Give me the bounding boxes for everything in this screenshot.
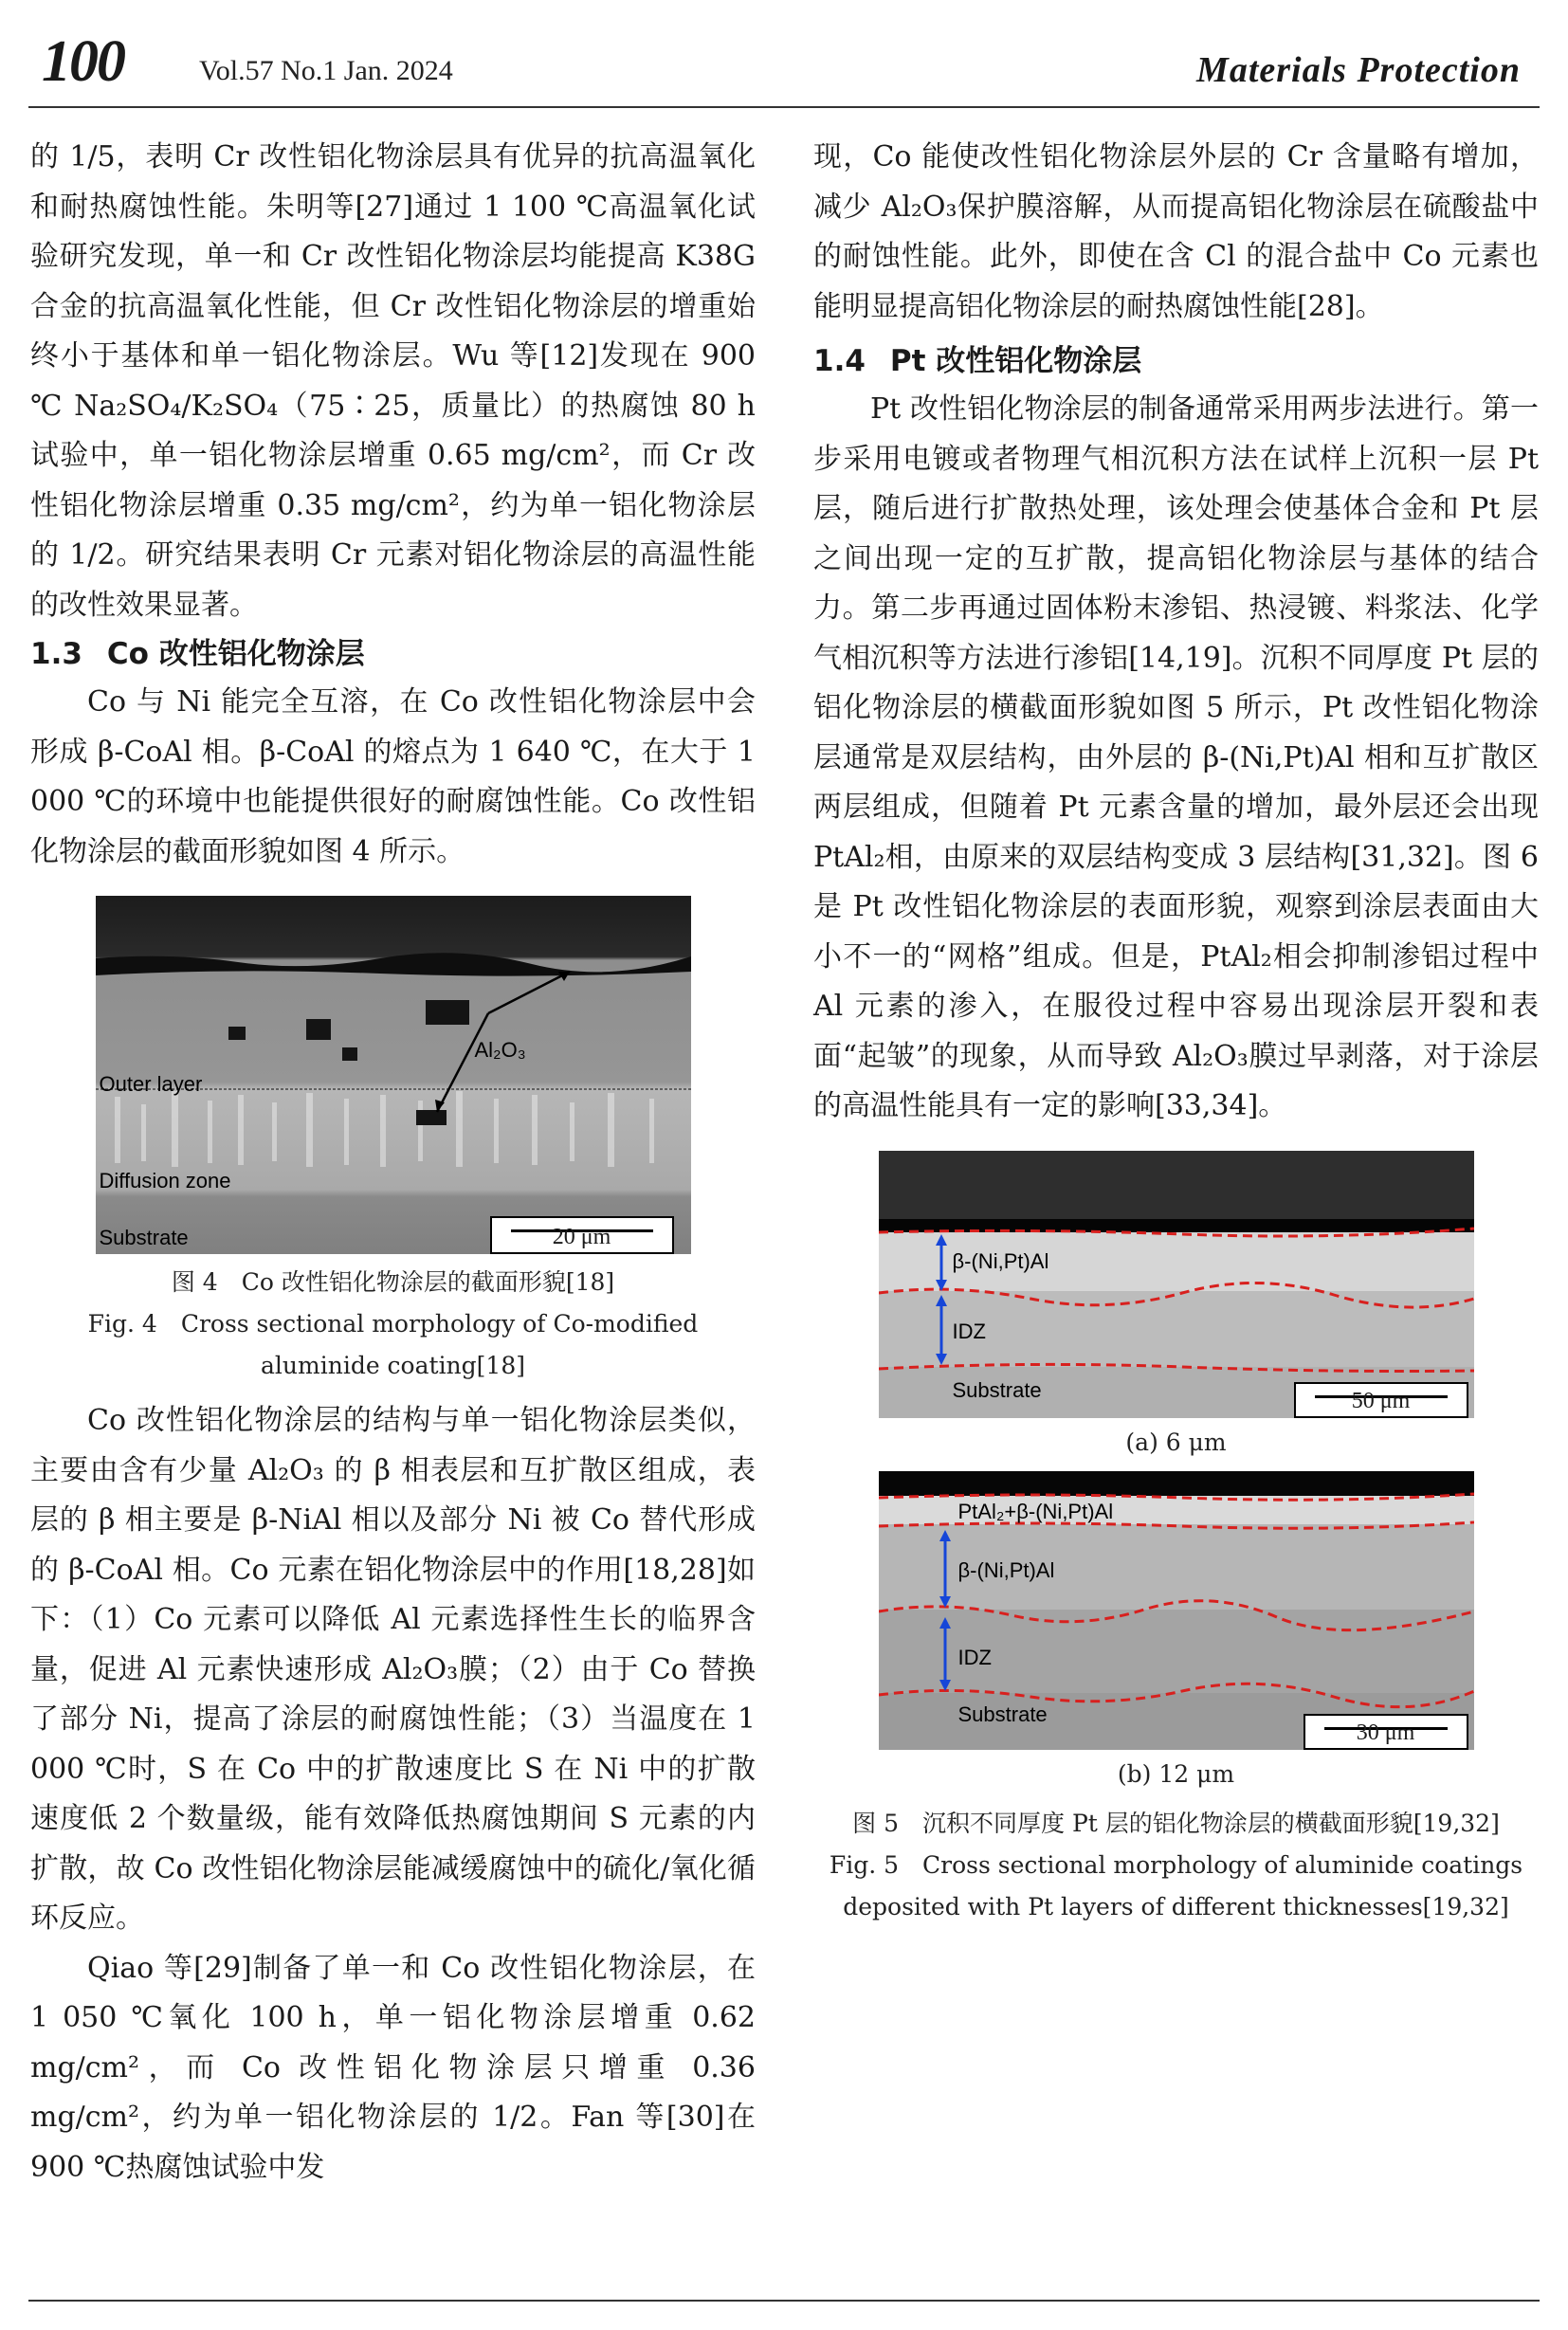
volume-info: Vol.57 No.1 Jan. 2024 — [199, 55, 453, 86]
figure-4 — [30, 896, 756, 1387]
scale-bar — [1294, 1382, 1468, 1418]
right-column — [813, 133, 1539, 1928]
label-ptal2: PtAl₂+β-(Ni,Pt)Al — [957, 1499, 1114, 1523]
figure-5a-image — [879, 1151, 1474, 1418]
figure-4-caption-en-1: Fig. 4 Cross sectional morphology of Co-modified — [87, 1310, 699, 1338]
figure-5b — [813, 1471, 1539, 1793]
label-beta: β-(Ni,Pt)Al — [957, 1557, 1055, 1582]
journal-name: Materials Protection — [1196, 50, 1521, 90]
scale-bar-label: 50 μm — [1351, 1388, 1411, 1413]
label-idz: IDZ — [952, 1319, 986, 1343]
label-idz: IDZ — [957, 1645, 992, 1669]
scale-bar — [1304, 1714, 1468, 1750]
figure-4-caption-cn: 图 4 Co 改性铝化物涂层的截面形貌[18] — [171, 1268, 615, 1296]
right-paragraph-2: Pt 改性铝化物涂层的制备通常采用两步法进行。第一步采用电镀或者物理气相沉积方法在试样上沉积一层 Pt 层，随后进行扩散热处理，该处理会使基体合金和 Pt 层之间出现一定的互扩散，提高铝化物涂层与基体的结合力。第二步再通过固体粉末渗铝、热浸镀、料浆法、化学气相沉积等方法进行渗铝[14,19]。沉积不同厚度 Pt 层的铝化物涂层的横截面形貌如图 5 所示，Pt 改性铝化物涂层通常是双层结构，由外层的 β-(Ni,Pt)Al 相和互扩散区两层组成，但随着 Pt 元素含量的增加，最外层还会出现 PtAl₂相，由原来的双层结构变成 3 层结构[31,32]。图 6 是 Pt 改性铝化物涂层的表面形貌，观察到涂层表面由大小不一的“网格”组成。但是，PtAl₂相会抑制渗铝过程中 Al 元素的渗入，在服役过程中容易出现涂层开裂和表面“起皱”的现象，从而导致 Al₂O₃膜过早剥落，对于涂层的高温性能具有一定的影响[33,34]。 — [813, 392, 1539, 1122]
figure-5a — [813, 1151, 1539, 1462]
section-1-4-heading — [813, 337, 1539, 385]
label-substrate: Substrate — [957, 1702, 1048, 1726]
right-paragraph-1: 现，Co 能使改性铝化物涂层外层的 Cr 含量略有增加，减少 Al₂O₃保护膜溶解，从而提高铝化物涂层在硫酸盐中的耐蚀性能。此外，即使在含 Cl 的混合盐中 Co 元素也能明显提高铝化物涂层的耐热腐蚀性能[28]。 — [813, 140, 1539, 323]
label-outer-layer: Outer layer — [99, 1072, 203, 1096]
footer-rule — [28, 2300, 1540, 2302]
left-column — [30, 133, 756, 2193]
section-title: Pt 改性铝化物涂层 — [889, 344, 1142, 378]
section-number: 1.4 — [813, 344, 866, 378]
label-substrate: Substrate — [99, 1226, 189, 1249]
scale-bar — [490, 1216, 674, 1254]
label-diffusion-zone: Diffusion zone — [99, 1169, 231, 1192]
figure-5-caption-en-1: Fig. 5 Cross sectional morphology of aluminide coatings — [829, 1850, 1523, 1879]
label-al2o3: Al₂O₃ — [474, 1038, 526, 1062]
figure-5b-subcaption: (b) 12 μm — [1117, 1759, 1235, 1788]
scale-bar-label: 20 μm — [552, 1225, 611, 1249]
left-paragraph-4: Qiao 等[29]制备了单一和 Co 改性铝化物涂层，在 1 050 ℃氧化 100 h，单一铝化物涂层增重 0.62 mg/cm²，而 Co 改性铝化物涂层只增重 0.36 mg/cm²，约为单一铝化物涂层的 1/2。Fan 等[30]在 900 ℃热腐蚀试验中发 — [30, 1951, 756, 2184]
left-paragraph-3: Co 改性铝化物涂层的结构与单一铝化物涂层类似，主要由含有少量 Al₂O₃ 的 β 相表层和互扩散区组成，表层的 β 相主要是 β-NiAl 相以及部分 Ni 被 Co 替代形成的 β-CoAl 相。Co 元素在铝化物涂层中的作用[18,28]如下：（1）Co 元素可以降低 Al 元素选择性生长的临界含量，促进 Al 元素快速形成 Al₂O₃膜；（2）由于 Co 替换了部分 Ni，提高了涂层的耐腐蚀性能；（3）当温度在 1 000 ℃时，S 在 Co 中的扩散速度比 S 在 Ni 中的扩散速度低 2 个数量级，能有效降低热腐蚀期间 S 元素的内扩散，故 Co 改性铝化物涂层能减缓腐蚀中的硫化/氧化循环反应。 — [30, 1404, 756, 1935]
figure-5-caption-en-2: deposited with Pt layers of different thicknesses[19,32] — [843, 1892, 1509, 1920]
section-title: Co 改性铝化物涂层 — [106, 637, 365, 671]
left-paragraph-1: 的 1/5，表明 Cr 改性铝化物涂层具有优异的抗高温氧化和耐热腐蚀性能。朱明等[27]通过 1 100 ℃高温氧化试验研究发现，单一和 Cr 改性铝化物涂层均能提高 K38G 合金的抗高温氧化性能，但 Cr 改性铝化物涂层的增重始终小于基体和单一铝化物涂层。Wu 等[12]发现在 900 ℃ Na₂SO₄/K₂SO₄（75∶25，质量比）的热腐蚀 80 h 试验中，单一铝化物涂层增重 0.65 mg/cm²，而 Cr 改性铝化物涂层增重 0.35 mg/cm²，约为单一铝化物涂层的 1/2。研究结果表明 Cr 元素对铝化物涂层的高温性能的改性效果显著。 — [30, 140, 756, 622]
figure-5a-subcaption: (a) 6 μm — [1125, 1428, 1227, 1456]
page-number: 100 — [42, 29, 124, 94]
figure-4-caption-en-2: aluminide coating[18] — [261, 1352, 525, 1379]
page-header — [38, 28, 1530, 95]
section-1-3-heading — [30, 630, 756, 678]
figure-5b-image — [879, 1471, 1474, 1750]
figure-5-caption-cn: 图 5 沉积不同厚度 Pt 层的铝化物涂层的横截面形貌[19,32] — [852, 1809, 1500, 1837]
figure-4-image — [96, 896, 691, 1254]
header-rule — [28, 106, 1540, 108]
section-number: 1.3 — [30, 637, 82, 671]
label-beta: β-(Ni,Pt)Al — [952, 1248, 1049, 1273]
label-substrate: Substrate — [952, 1377, 1042, 1402]
left-paragraph-2: Co 与 Ni 能完全互溶，在 Co 改性铝化物涂层中会形成 β-CoAl 相。β-CoAl 的熔点为 1 640 ℃，在大于 1 000 ℃的环境中也能提供很好的耐腐蚀性能。Co 改性铝化物涂层的截面形貌如图 4 所示。 — [30, 685, 756, 868]
scale-bar-label: 30 μm — [1356, 1720, 1415, 1745]
